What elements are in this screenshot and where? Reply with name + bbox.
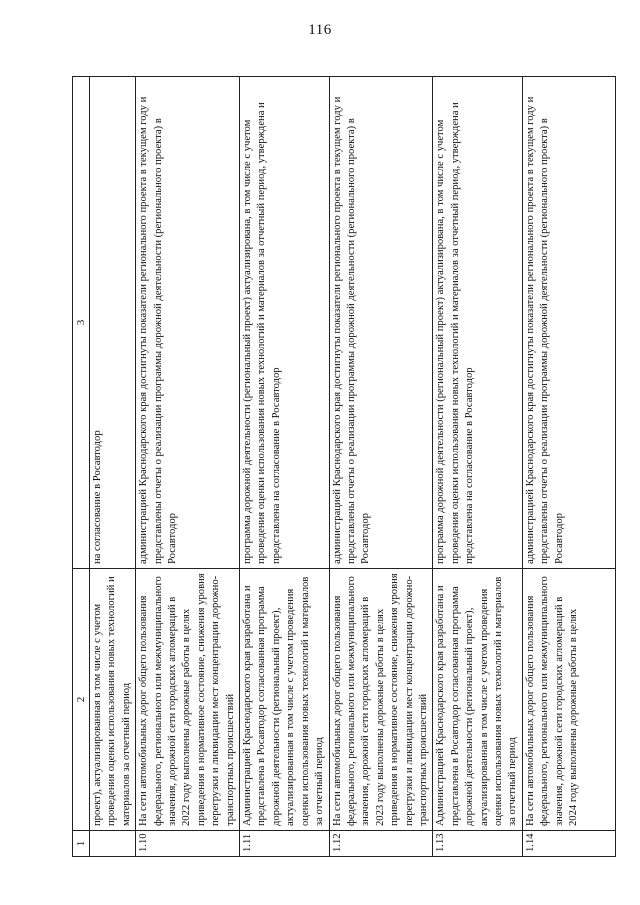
table-header-row [73,77,90,857]
event-description: Администрацией Краснодарского края разработана и представлена в Росавтодор согласованная программа дорожной деятельности (региональный проект), актуализированная в том числе с учетом проведения оценки использования новых технологий и материалов за отчетный период [433,569,522,831]
column-header-2: 2 [73,569,90,831]
event-description: Администрацией Краснодарского края разработана и представлена в Росавтодор согласованная программа дорожной деятельности (региональный проект), актуализированная в том числе с учетом проведения оценки использования новых технологий и материалов за отчетный период [240,569,329,831]
column-header-1: 1 [73,831,90,857]
row-number: 1.12 [329,831,433,857]
table-row [136,77,240,857]
rotated-table-container [72,77,607,857]
table-row [240,77,329,857]
result-description: на согласование в Росавтодор [90,77,136,569]
column-header-3: 3 [73,77,90,569]
measures-table [72,76,616,857]
table-row [433,77,522,857]
row-number: 1.10 [136,831,240,857]
event-description: На сети автомобильных дорог общего пользования федерального, регионального или межмуниципального значения, дорожной сети городских агломераций в 2024 году выполнены дорожные работы в целях [522,569,615,831]
row-number: 1.13 [433,831,522,857]
result-description: администрацией Краснодарского края достигнуты показатели регионального проекта в текущем году и представлены отчеты о реализации программы дорожной деятельности (регионального проекта) в Росавтодор [522,77,615,569]
table-row [90,77,136,857]
result-description: программа дорожной деятельности (региональный проект) актуализирована, в том числе с учетом проведения оценки использования новых технологий и материалов за отчетный период, утверждена и представлена на согласование в Росавтодор [433,77,522,569]
result-description: администрацией Краснодарского края достигнуты показатели регионального проекта в текущем году и представлены отчеты о реализации программы дорожной деятельности (регионального проекта) в Росавтодор [329,77,433,569]
table-row [522,77,615,857]
row-number [90,831,136,857]
row-number: 1.14 [522,831,615,857]
event-description: проект), актуализированная в том числе с учетом проведения оценки использования новых технологий и материалов за отчетный период [90,569,136,831]
event-description: На сети автомобильных дорог общего пользования федерального, регионального или межмуниципального значения, дорожной сети городских агломераций в 2022 году выполнены дорожные работы в целях приведения в нормативное состояние, снижения уровня перегрузки и ликвидации мест концентрации дорожно-транспортных происшествий [136,569,240,831]
result-description: программа дорожной деятельности (региональный проект) актуализирована, в том числе с учетом проведения оценки использования новых технологий и материалов за отчетный период, утверждена и представлена на согласование в Росавтодор [240,77,329,569]
event-description: На сети автомобильных дорог общего пользования федерального, регионального или межмуниципального значения, дорожной сети городских агломераций в 2023 году выполнены дорожные работы в целях приведения в нормативное состояние, снижения уровня перегрузки и ликвидации мест концентрации дорожно-транспортных происшествий [329,569,433,831]
result-description: администрацией Краснодарского края достигнуты показатели регионального проекта в текущем году и представлены отчеты о реализации программы дорожной деятельности (регионального проекта) в Росавтодор [136,77,240,569]
table-row [329,77,433,857]
row-number: 1.11 [240,831,329,857]
page-number: 116 [308,22,332,38]
